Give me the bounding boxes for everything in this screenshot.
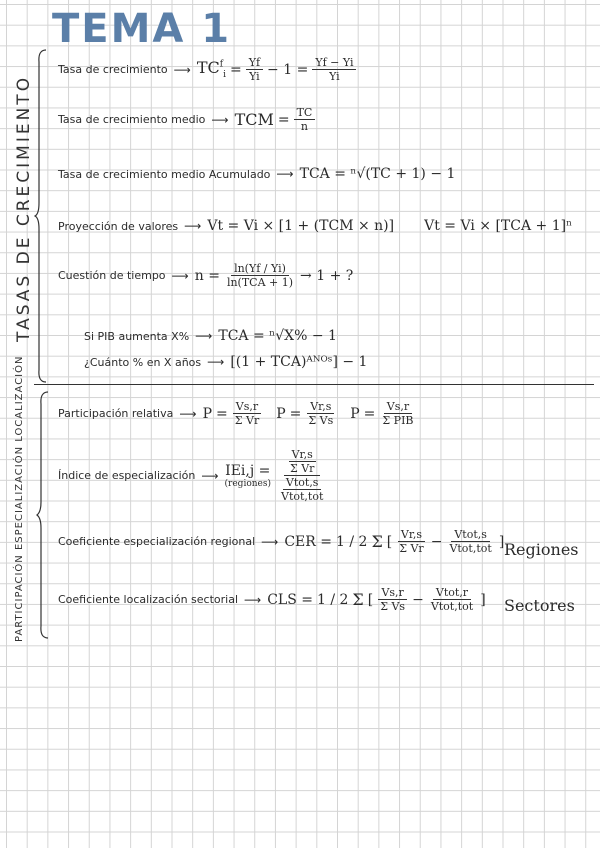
cls-fraction-2 xyxy=(428,586,476,613)
cer-formula: CER = 1 / 2 Σ [ $\frac{Vr,s}{\text{Σ Vr}}$ − $\frac{\text{Vtot,s}}{\text{Vtot,tot}}$ ] xyxy=(284,528,505,555)
projection-formula-1: Vt = Vi × [1 + (TCM × n)] xyxy=(207,218,395,234)
arrow-icon: ⟶ xyxy=(211,112,229,127)
tc-num1: Yf xyxy=(246,56,263,70)
cer-sum: Σ xyxy=(371,532,383,551)
cls-n1: Vs,r xyxy=(378,586,406,600)
tc-symbol: TC xyxy=(196,58,220,78)
projection-row xyxy=(58,218,572,234)
section-label-specialization: PARTICIPACIÓN ESPECIALIZACIÓN LOCALIZACIÓN xyxy=(14,355,25,642)
cer-half: 1 / 2 xyxy=(336,533,368,550)
participation-formula-1: P = $\frac{Vs,r}{\text{Σ Vr}}$ xyxy=(203,400,263,427)
tca-label: Tasa de crecimiento medio Acumulado xyxy=(58,167,271,181)
tc-sub: i xyxy=(223,70,226,81)
p2-num: Vr,s xyxy=(307,400,334,414)
tcm-formula: TCM = $\frac{TC}{n}$ xyxy=(235,106,316,133)
cer-tag: Regiones xyxy=(504,540,579,559)
ie-sub: (regiones) xyxy=(224,478,271,489)
tc-num2: Yf − Yi xyxy=(312,56,356,70)
projection-formula-2: Vt = Vi × [TCA + 1]ⁿ xyxy=(424,218,573,234)
ie-n2: Vtot,s xyxy=(283,476,322,490)
pib-text: Si PIB aumenta X% xyxy=(84,329,190,343)
time-den: ln(TCA + 1) xyxy=(226,276,294,289)
arrow-icon: ⟶ xyxy=(276,167,294,181)
p1-den: Σ Vr xyxy=(234,414,260,427)
time-lhs: n = xyxy=(194,267,220,284)
tcm-label: Tasa de crecimiento medio xyxy=(58,113,206,126)
cls-tag: Sectores xyxy=(504,596,575,615)
cls-half: 1 / 2 xyxy=(316,591,349,608)
arrow-icon: ⟶ xyxy=(184,219,202,233)
p3-symbol: P xyxy=(350,405,360,422)
cer-n2: Vtot,s xyxy=(451,528,490,542)
cer-label: Coeficiente especialización regional xyxy=(58,535,256,548)
arrow-icon: ⟶ xyxy=(171,268,189,283)
arrow-icon: ⟶ xyxy=(207,355,225,369)
time-label: Cuestión de tiempo xyxy=(58,269,166,282)
ie-label: Índice de especialización xyxy=(58,469,196,482)
tc-tail: − 1 = xyxy=(267,61,309,78)
cer-fraction-2 xyxy=(446,528,494,555)
growth-brace xyxy=(34,48,48,384)
section-divider xyxy=(34,384,594,385)
specialization-index-row xyxy=(58,448,329,503)
tc-fraction-2 xyxy=(312,56,356,83)
arrow-icon: ⟶ xyxy=(179,406,197,421)
ie-lhs: IEi,j = xyxy=(225,462,271,479)
ie-fraction xyxy=(275,448,329,503)
p2-den: Σ Vs xyxy=(308,414,334,427)
p1-num: Vs,r xyxy=(233,400,261,414)
p3-den: Σ PIB xyxy=(382,414,414,427)
participation-formula-3: P = $\frac{Vs,r}{\text{Σ PIB}}$ xyxy=(350,400,416,427)
cer-n1: Vr,s xyxy=(398,528,425,542)
spec-brace xyxy=(36,390,50,640)
p1-symbol: P xyxy=(202,405,212,422)
arrow-icon: ⟶ xyxy=(244,592,262,607)
tcm-fraction xyxy=(294,106,316,133)
pib-row xyxy=(84,328,337,344)
p1-fraction xyxy=(232,400,262,427)
time-tail: → 1 + ? xyxy=(300,267,354,284)
tca-formula: TCA = ⁿ√(TC + 1) − 1 xyxy=(299,166,456,182)
ie-bottom-fraction xyxy=(278,476,326,503)
tcm-num: TC xyxy=(294,106,316,120)
years-row xyxy=(84,354,367,370)
time-fraction xyxy=(224,262,296,289)
p2-symbol: P xyxy=(276,405,286,422)
ie-n1: Vr,s xyxy=(289,448,316,462)
years-formula: [(1 + TCA)ᴬᴺᴼˢ] − 1 xyxy=(230,354,368,370)
tc-label: Tasa de crecimiento xyxy=(58,63,168,76)
p3-num: Vs,r xyxy=(384,400,412,414)
tc-formula: $TC^f_i$ = $\frac{Yf}{Yi}$ − 1 = $\frac{Yf - Yi}{Yi}$ xyxy=(197,56,357,83)
ie-d1: Σ Vr xyxy=(289,462,315,475)
time-row xyxy=(58,262,353,289)
tc-row xyxy=(58,56,356,83)
cer-lhs: CER = xyxy=(284,533,332,550)
ie-d2: Vtot,tot xyxy=(281,490,324,503)
cer-fraction-1 xyxy=(396,528,426,555)
p3-fraction xyxy=(379,400,416,427)
participation-formula-2: P = $\frac{Vr,s}{\text{Σ Vs}}$ xyxy=(276,400,336,427)
section-label-growth: TASAS DE CRECIMIENTO xyxy=(14,74,34,342)
ie-top-fraction xyxy=(287,448,317,475)
cls-d1: Σ Vs xyxy=(380,600,406,613)
participation-row xyxy=(58,400,417,427)
cls-fraction-1 xyxy=(377,586,408,613)
cer-d1: Σ Vr xyxy=(399,542,424,555)
pib-formula: TCA = ⁿ√X% − 1 xyxy=(218,328,337,344)
arrow-icon: ⟶ xyxy=(195,329,213,343)
time-num: ln(Yf / Yi) xyxy=(231,262,289,276)
cls-formula: CLS = 1 / 2 Σ [ $\frac{Vs,r}{\text{Σ Vs}}$ − $\frac{\text{Vtot,r}}{\text{Vtot,tot}}$ ] xyxy=(267,586,486,613)
cls-label: Coeficiente localización sectorial xyxy=(58,593,238,606)
cls-d2: Vtot,tot xyxy=(430,600,474,613)
cer-d2: Vtot,tot xyxy=(449,542,492,555)
tcm-row xyxy=(58,106,315,133)
tc-fraction-1 xyxy=(246,56,263,83)
arrow-icon: ⟶ xyxy=(201,468,219,483)
cls-n2: Vtot,r xyxy=(433,586,471,600)
tc-sup: f xyxy=(219,60,224,71)
years-text: ¿Cuánto % en X años xyxy=(84,355,202,369)
cls-row xyxy=(58,586,486,613)
arrow-icon: ⟶ xyxy=(261,534,279,549)
tc-den2: Yi xyxy=(329,70,340,83)
cls-sum: Σ xyxy=(352,590,364,609)
p2-fraction xyxy=(305,400,336,427)
tca-row xyxy=(58,166,455,182)
time-formula xyxy=(195,262,354,289)
projection-label: Proyección de valores xyxy=(58,219,179,233)
tcm-symbol: TCM xyxy=(234,110,274,129)
ie-formula xyxy=(225,448,330,503)
participation-label: Participación relativa xyxy=(58,407,174,420)
page-title: TEMA 1 xyxy=(52,6,232,52)
tcm-den: n xyxy=(300,120,309,133)
arrow-icon: ⟶ xyxy=(173,62,191,77)
tc-den1: Yi xyxy=(249,70,260,83)
cls-lhs: CLS = xyxy=(267,591,313,608)
cer-row xyxy=(58,528,504,555)
